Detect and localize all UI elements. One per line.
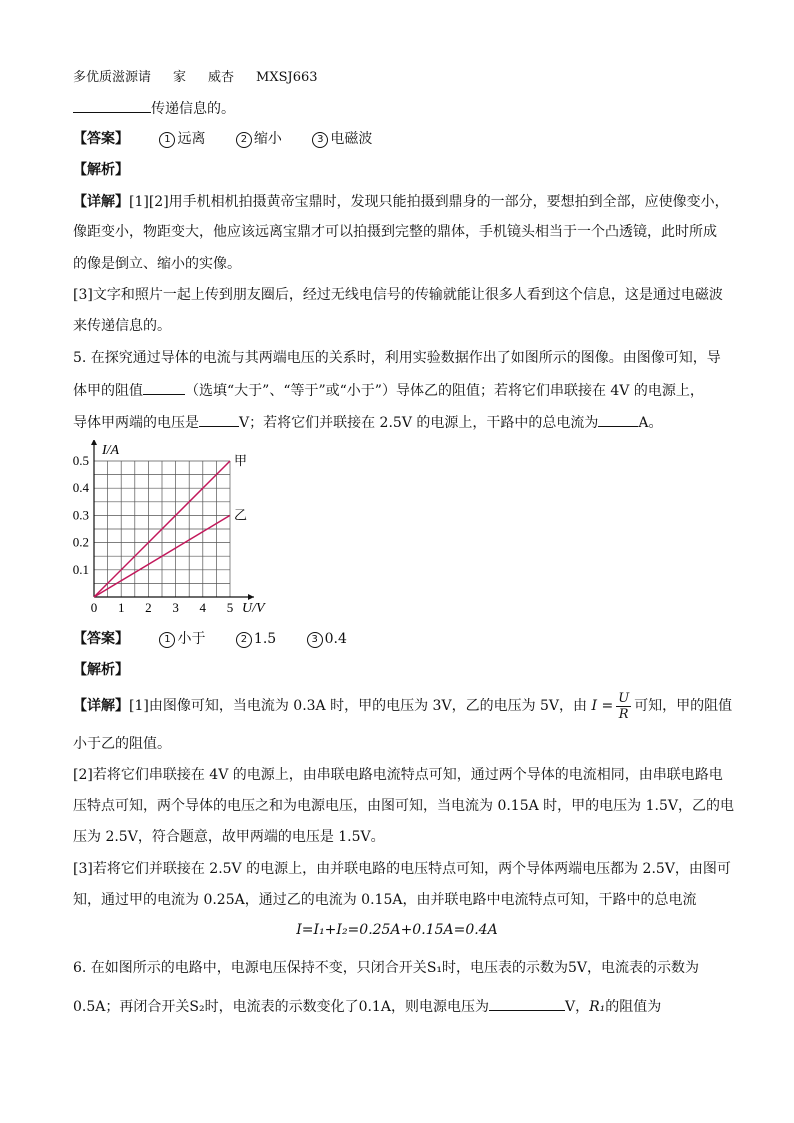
q4-tail: 传递信息的。	[151, 101, 235, 117]
x-axis-arrow	[248, 594, 254, 600]
answer-blank	[199, 412, 239, 427]
y-tick-label: 0.3	[72, 507, 89, 523]
q5-detail-4: 压特点可知，两个导体的电压之和为电源电压，由图可知，当电流为 0.15A 时，甲的电压为 1.5V，乙的电	[73, 798, 735, 814]
q5-detail-5: 压为 2.5V，符合题意，故甲两端的电压是 1.5V。	[73, 829, 385, 845]
formula-fraction: $\frac{U}{R}$	[618, 690, 630, 722]
answer-label: 【答案】	[73, 131, 129, 147]
y-axis-arrow	[91, 440, 97, 445]
q6-line-1: 6. 在如图所示的电路中，电源电压保持不变，只闭合开关S₁时，电压表的示数为5V，电流表的示数为	[73, 960, 700, 976]
answer-label: 【答案】	[73, 631, 129, 647]
y-tick-label: 0.1	[72, 561, 89, 577]
x-tick-label: 2	[145, 600, 152, 615]
x-tick-label: 0	[90, 600, 98, 615]
q5-detail-1: 【详解】[1]由图像可知，当电流为 0.3A 时，甲的电压为 3V，乙的电压为 5V，由 I = $\frac{U}{R}$ 可知，甲的阻值	[73, 690, 733, 722]
x-tick-label: 1	[117, 600, 125, 615]
q5-answer-1: 1 小于	[159, 631, 205, 647]
q5-detail-7: 知，通过甲的电流为 0.25A，通过乙的电流为 0.15A，由并联电路中电流特点可知，干路中的总电流	[73, 892, 697, 908]
y-tick-label: 0.2	[72, 534, 89, 550]
page-header	[73, 68, 340, 88]
x-axis-label: U/V	[242, 601, 265, 616]
q4-tail-line	[73, 98, 235, 119]
header-text-a: 多优质滋源请	[73, 70, 152, 85]
answer-blank	[489, 996, 565, 1011]
series-label: 乙	[234, 508, 248, 524]
q4-answer-line	[73, 129, 372, 149]
x-tick-label: 5	[226, 600, 234, 615]
series-label: 甲	[234, 454, 248, 469]
header-text-c: 威杏	[208, 70, 235, 85]
answer-blank	[73, 98, 151, 113]
answer-blank	[143, 380, 185, 395]
q4-analysis-label: 【解析】	[73, 162, 129, 178]
q4-detail-4: [3]文字和照片一起上传到朋友圈后，经过无线电信号的传输就能让很多人看到这个信息，这是通过电磁波	[73, 287, 723, 303]
q5-line-3: 导体甲两端的电压是 V；若将它们并联接在 2.5V 的电源上，干路中的总电流为 A。	[73, 412, 663, 433]
x-tick-label: 3	[172, 600, 179, 615]
iu-graph	[60, 440, 280, 620]
y-axis-label: I/A	[102, 443, 120, 458]
q5-answer-2: 2 1.5	[236, 631, 276, 647]
q5-formula: I=I₁+I₂=0.25A+0.15A=0.4A	[296, 922, 498, 938]
q4-answer-1: 1 远离	[159, 131, 205, 147]
q5-detail-2: 小于乙的阻值。	[73, 736, 171, 752]
q5-answer-line	[73, 629, 347, 649]
q4-answer-2: 2 缩小	[236, 131, 282, 147]
q4-detail-1: 【详解】[1][2]用手机相机拍摄黄帝宝鼎时，发现只能拍摄到鼎身的一部分，要想拍到全部，应使像变小，	[73, 194, 729, 210]
y-tick-label: 0.4	[72, 480, 89, 496]
q5-analysis-label: 【解析】	[73, 662, 129, 678]
q5-answer-3: 3 0.4	[307, 631, 347, 647]
chart-series	[94, 454, 247, 597]
formula-lhs: I =	[591, 698, 614, 714]
header-text-d: MXSJ663	[256, 70, 318, 85]
x-tick-label: 4	[199, 600, 207, 615]
q4-answer-3: 3 电磁波	[312, 131, 372, 147]
q4-detail-5: 来传递信息的。	[73, 318, 171, 334]
q5-detail-6: [3]若将它们并联接在 2.5V 的电源上，由并联电路的电压特点可知，两个导体两端电压都为 2.5V，由图可	[73, 861, 731, 877]
q5-line-1: 5. 在探究通过导体的电流与其两端电压的关系时，利用实验数据作出了如图所示的图像。由图像可知，导	[73, 350, 721, 366]
q5-detail-3: [2]若将它们串联接在 4V 的电源上，由串联电路电流特点可知，通过两个导体的电流相同，由串联电路电	[73, 767, 723, 783]
y-tick-label: 0.5	[72, 453, 89, 468]
q5-line-2: 体甲的阻值 （选填“大于”、“等于”或“小于”）导体乙的阻值；若将它们串联接在 4V 的电源上，	[73, 380, 704, 401]
answer-blank	[598, 412, 638, 427]
header-text-b: 家	[173, 70, 187, 85]
q4-detail-2: 像距变小，物距变大，他应该远离宝鼎才可以拍摄到完整的鼎体，手机镜头相当于一个凸透镜，此时所成	[73, 224, 717, 240]
chart-ticks	[73, 453, 234, 615]
q6-line-2: 0.5A；再闭合开关S₂时，电流表的示数变化了0.1A，则电源电压为 V，R₁的阻值为	[73, 996, 661, 1017]
q4-detail-3: 的像是倒立、缩小的实像。	[73, 256, 241, 272]
